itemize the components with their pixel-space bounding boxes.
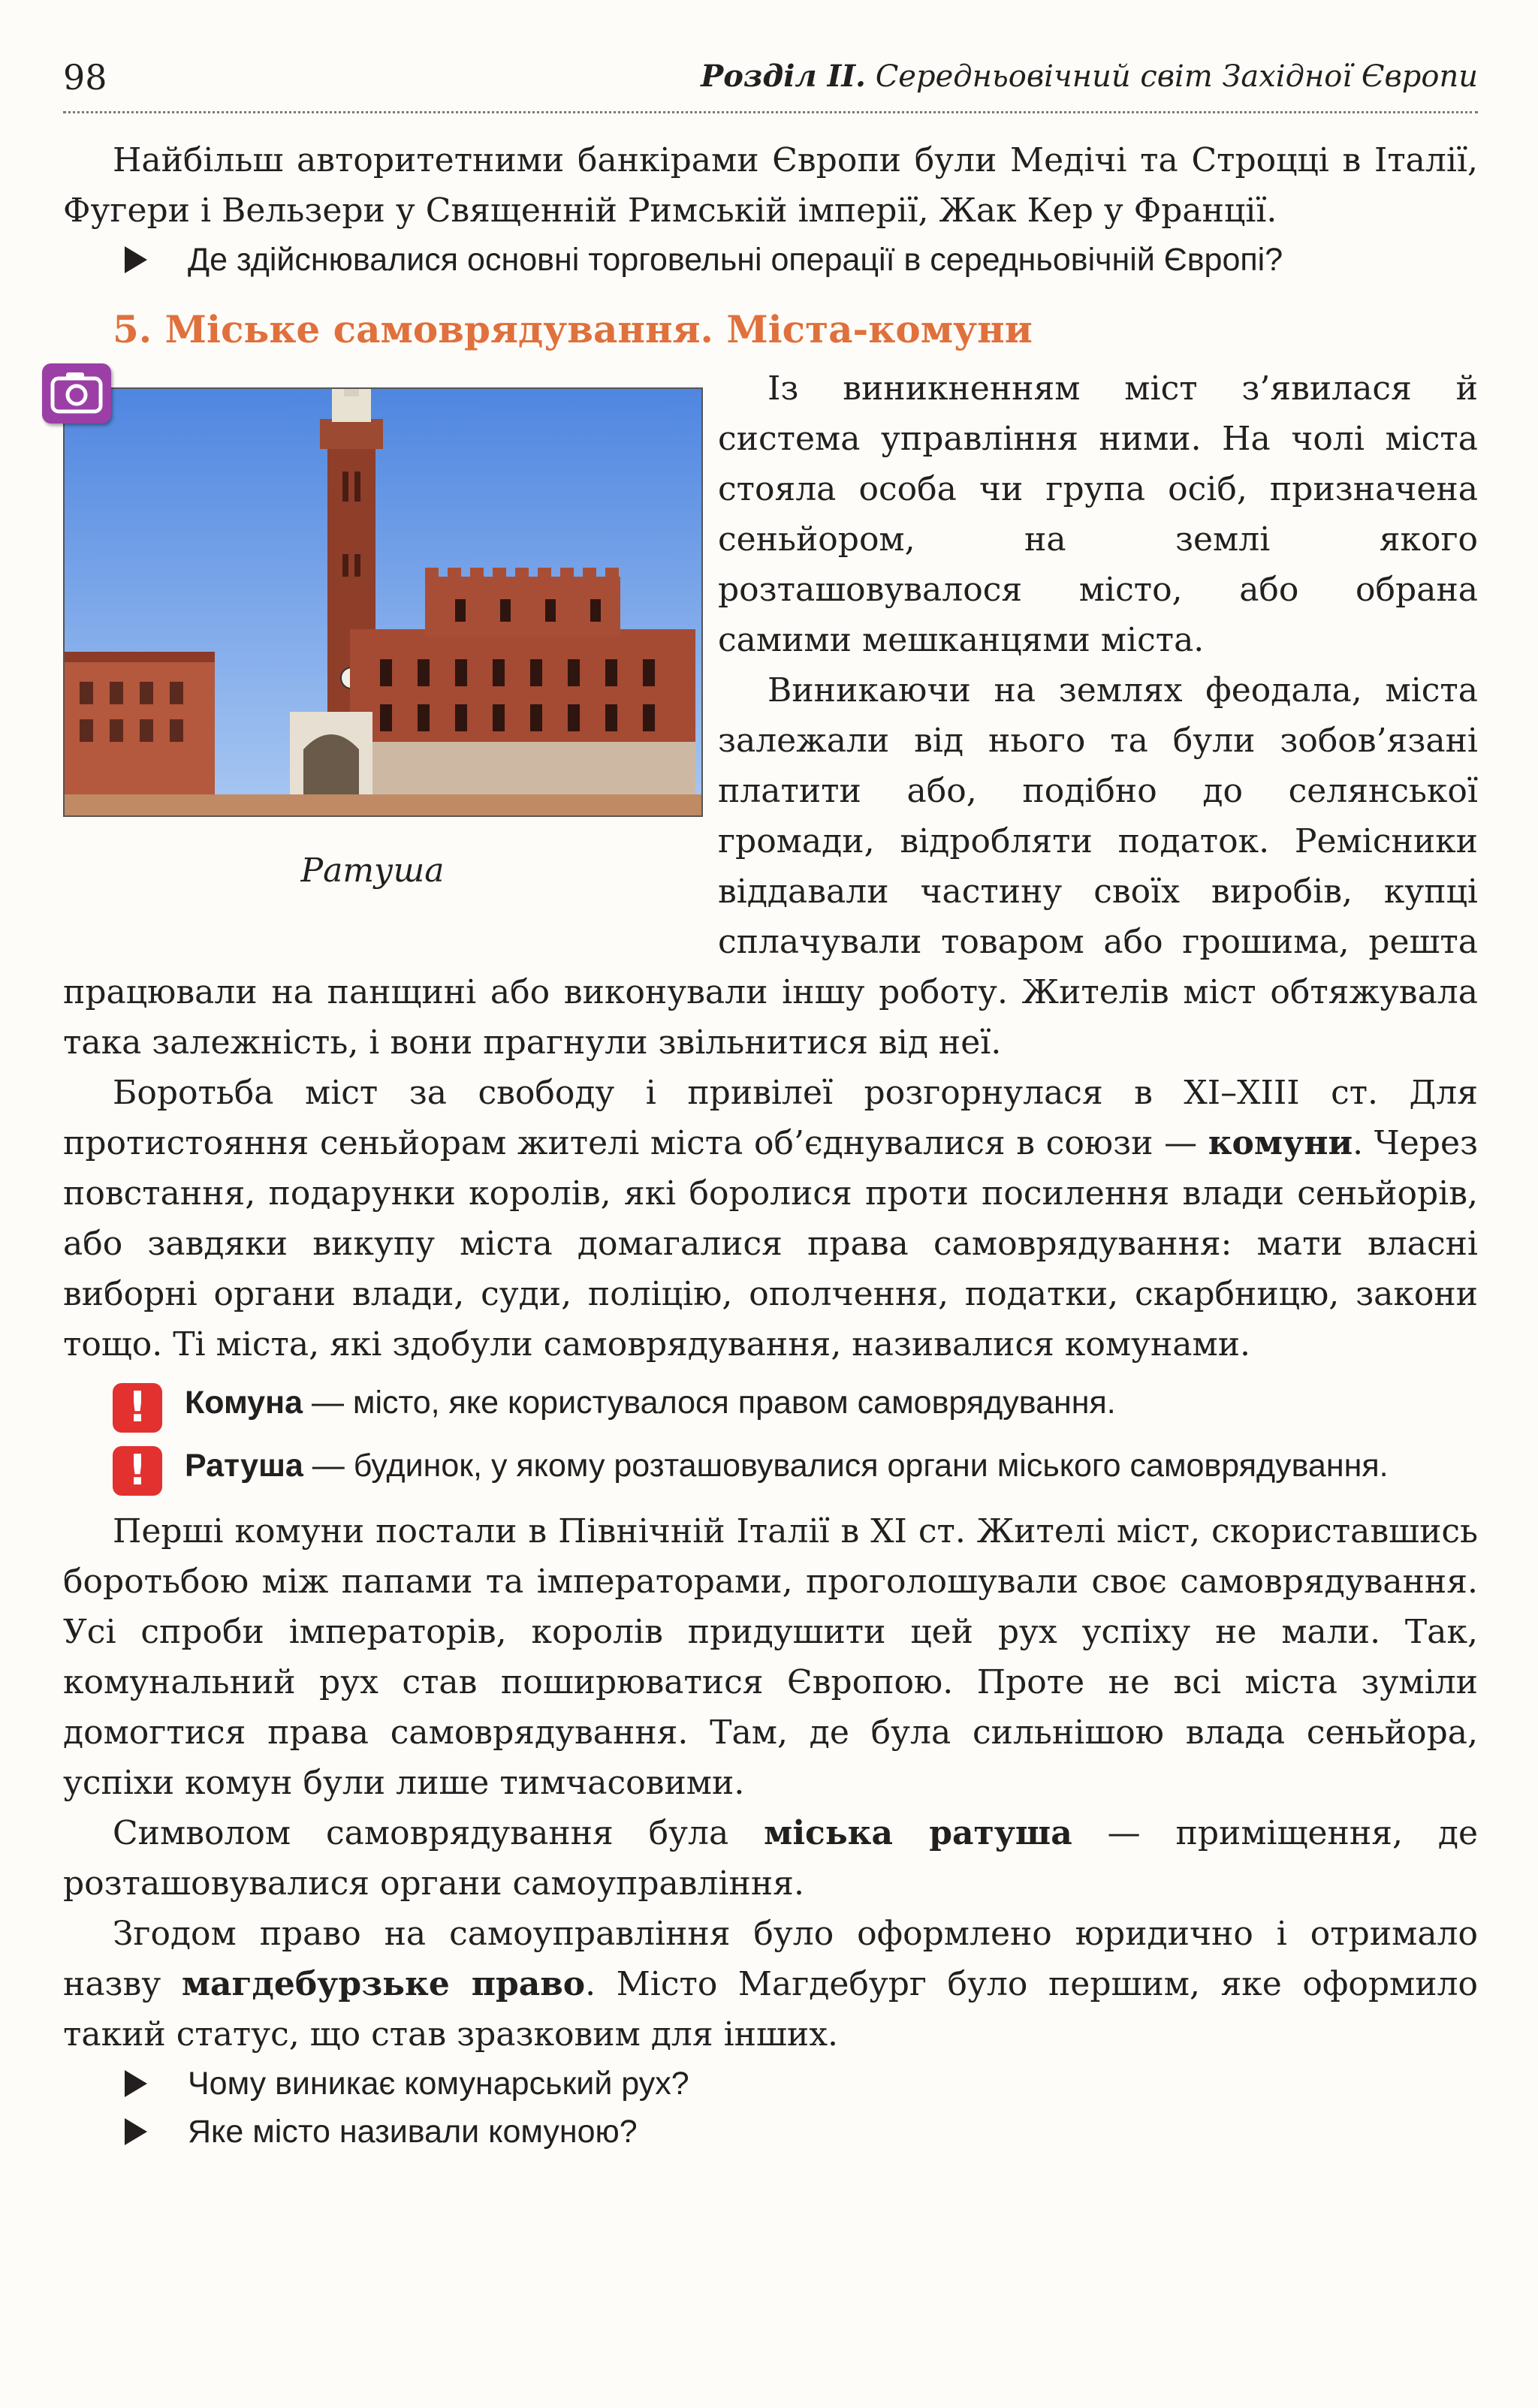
definition-term: Комуна — [185, 1385, 303, 1421]
definition-term: Ратуша — [185, 1448, 303, 1484]
exclamation-icon: ! — [113, 1446, 162, 1496]
paragraph-magdeburg-part2: . Місто Магдебург було першим, яке оформило такий статус, що став зразковим для інших. — [63, 1965, 1478, 2054]
triangle-bullet-icon — [125, 2070, 147, 2097]
page-number: 98 — [63, 57, 107, 98]
definition-commune — [63, 1380, 1478, 1432]
question-text: Чому виникає комунарський рух? — [188, 2066, 689, 2102]
definition-text: — будинок, у якому розташовувалися органи міського самоврядування. — [303, 1448, 1389, 1484]
figure-caption: Ратуша — [300, 851, 445, 890]
term-town-hall: міська ратуша — [764, 1814, 1072, 1852]
paragraph-town-hall-symbol — [63, 1808, 1478, 1909]
paragraph-struggle-part1: Боротьба міст за свободу і привілеї розгорнулася в XI–XIII ст. Для протистояння сеньйорам жителі міста об’єднувалися в союзи — — [63, 1074, 1478, 1162]
question-item — [63, 2108, 1478, 2156]
chapter-label: Розділ ІІ. — [701, 59, 866, 94]
page-content — [63, 135, 1478, 2156]
town-hall-photo — [63, 387, 703, 817]
paragraph-city-governance: Із виникненням міст з’явилася й система управління ними. На чолі міста стояла особа чи група осіб, призначена сеньйором, на землі якого розташовувалося місто, або обрана самими мешканцями міста. — [718, 369, 1478, 659]
camera-icon — [42, 363, 111, 423]
paragraph-symbol-part2: — приміщення, де розташовувалися органи самоуправління. — [63, 1814, 1478, 1903]
chapter-title: Середньовічний світ Західної Європи — [875, 59, 1478, 94]
town-hall-illustration — [65, 389, 701, 815]
question-item — [63, 236, 1478, 284]
question-item — [63, 2060, 1478, 2108]
question-text: Де здійснювалися основні торговельні операції в середньовічній Європі? — [188, 242, 1283, 278]
question-text: Яке місто називали комуною? — [188, 2114, 638, 2150]
header-divider — [63, 111, 1478, 113]
paragraph-struggle-part2: . Через повстання, подарунки королів, які боролися проти посилення влади сеньйорів, або завдяки викупу міста домагалися права самоврядування: мати власні виборні органи влади, суди, поліцію, ополчення, податки, скарбницю, закони тощо. Ті міста, які здобули самоврядування, називалися комунами. — [63, 1124, 1478, 1364]
section-heading: 5. Міське самоврядування. Міста-комуни — [113, 307, 1033, 351]
paragraph-struggle — [63, 1068, 1478, 1370]
term-communes: комуни — [1208, 1124, 1353, 1162]
paragraph-symbol-part1: Символом самоврядування була — [113, 1814, 764, 1852]
exclamation-icon: ! — [113, 1383, 162, 1433]
definition-text: — місто, яке користувалося правом самоврядування. — [303, 1385, 1116, 1421]
triangle-bullet-icon — [125, 2118, 147, 2145]
running-header — [701, 59, 1478, 94]
term-magdeburg-law: магдебурзьке право — [181, 1965, 586, 2003]
paragraph-first-communes: Перші комуни постали в Північній Італії в XI ст. Жителі міст, скориставшись боротьбою між папами та імператорами, проголошували своє самоврядування. Усі спроби імператорів, королів придушити цей рух успіху не мали. Так, комунальний рух став поширюватися Європою. Проте не всі міста зуміли домогтися права самоврядування. Там, де була сильнішою влада сеньйора, успіхи комун були лише тимчасовими. — [63, 1512, 1478, 1802]
paragraph-dependence: Виникаючи на землях феодала, міста залежали від нього та були зобов’язані платити або, подібно до селянської громади, відробляти податок. Ремісники віддавали частину своїх виробів, купці сплачували товаром або грошима, решта працювали на панщині або виконували іншу роботу. Жителів міст обтяжувала така залежність, і вони прагнули звільнитися від неї. — [63, 671, 1478, 1062]
definition-town-hall — [63, 1443, 1478, 1495]
triangle-bullet-icon — [125, 246, 147, 273]
paragraph-magdeburg-part1: Згодом право на самоуправління було оформлено юридично і отримало назву — [63, 1915, 1478, 2003]
figure-town-hall — [42, 363, 703, 957]
paragraph-magdeburg-law — [63, 1909, 1478, 2060]
paragraph-bankers: Найбільш авторитетними банкірами Європи були Медічі та Строцці в Італії, Фугери і Вельзери у Священній Римській імперії, Жак Кер у Франції. — [63, 141, 1478, 230]
